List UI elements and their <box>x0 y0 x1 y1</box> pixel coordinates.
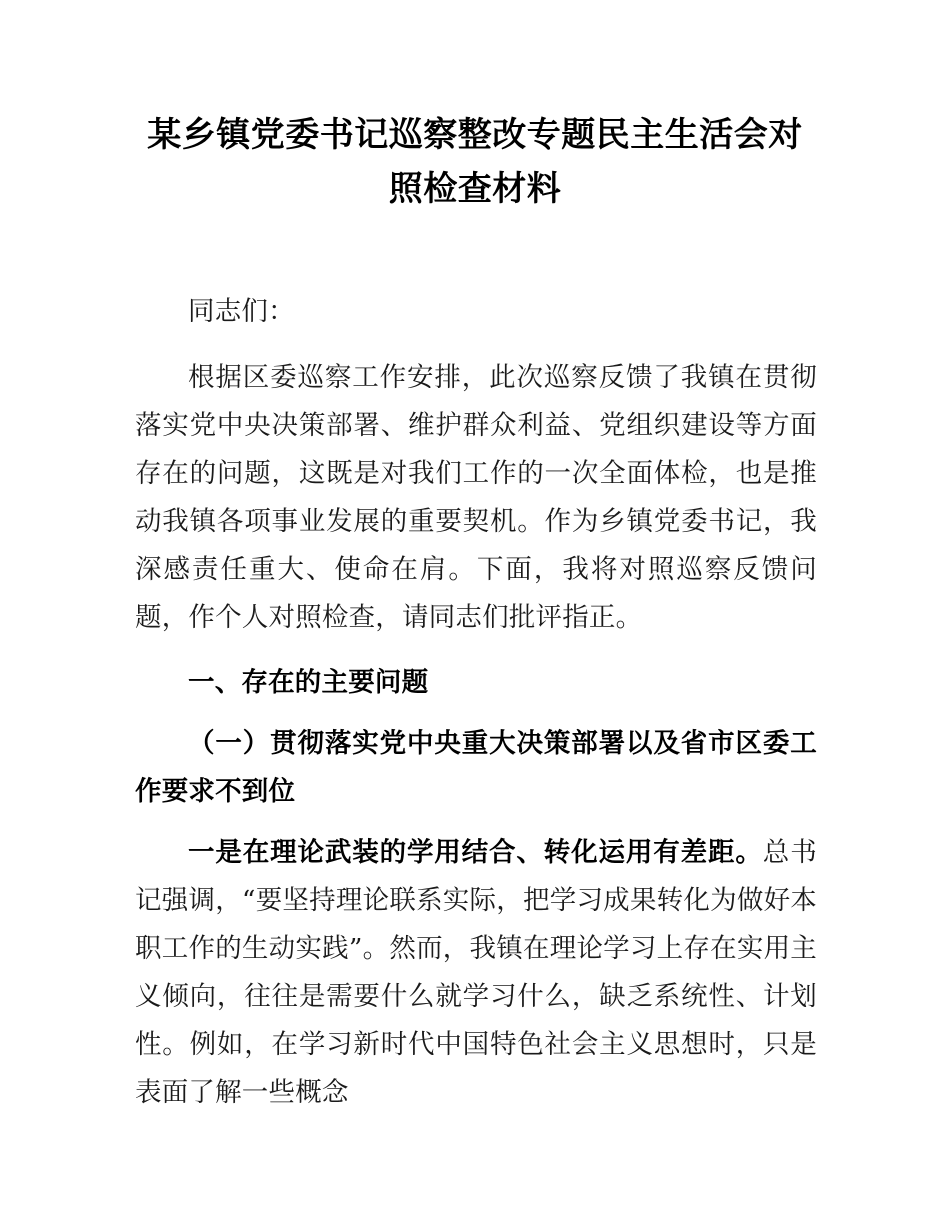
document-title-line-1: 某乡镇党委书记巡察整改专题民主生活会对 <box>147 116 803 154</box>
intro-paragraph: 根据区委巡察工作安排，此次巡察反馈了我镇在贯彻落实党中央决策部署、维护群众利益、党组织建设等方面存在的问题，这既是对我们工作的一次全面体检，也是推动我镇各项事业发展的重要契机。作为乡镇党委书记，我深感责任重大、使命在肩。下面，我将对照巡察反馈问题，作个人对照检查，请同志们批评指正。 <box>135 362 817 633</box>
document-body <box>135 288 817 1129</box>
document-title <box>135 108 815 216</box>
heading-section-1: 一、存在的主要问题 <box>188 667 429 697</box>
salutation-line: 同志们： <box>188 296 295 327</box>
item-paragraph-1 <box>135 828 817 1117</box>
item-1-body-text: 总书记强调，“要坚持理论联系实际，把学习成果转化为做好本职工作的生动实践”。然而，我镇在理论学习上存在实用主义倾向，往往是需要什么就学习什么，缺乏系统性、计划性。例如，在学习新时代中国特色社会主义思想时，只是表面了解一些概念 <box>135 837 818 1108</box>
item-1-lead-sentence: 一是在理论武装的学用结合、转化运用有差距。 <box>188 837 763 867</box>
document-title-line-2: 照检查材料 <box>388 170 562 208</box>
heading-subsection-1: （一）贯彻落实党中央重大决策部署以及省市区委工作要求不到位 <box>135 728 817 806</box>
